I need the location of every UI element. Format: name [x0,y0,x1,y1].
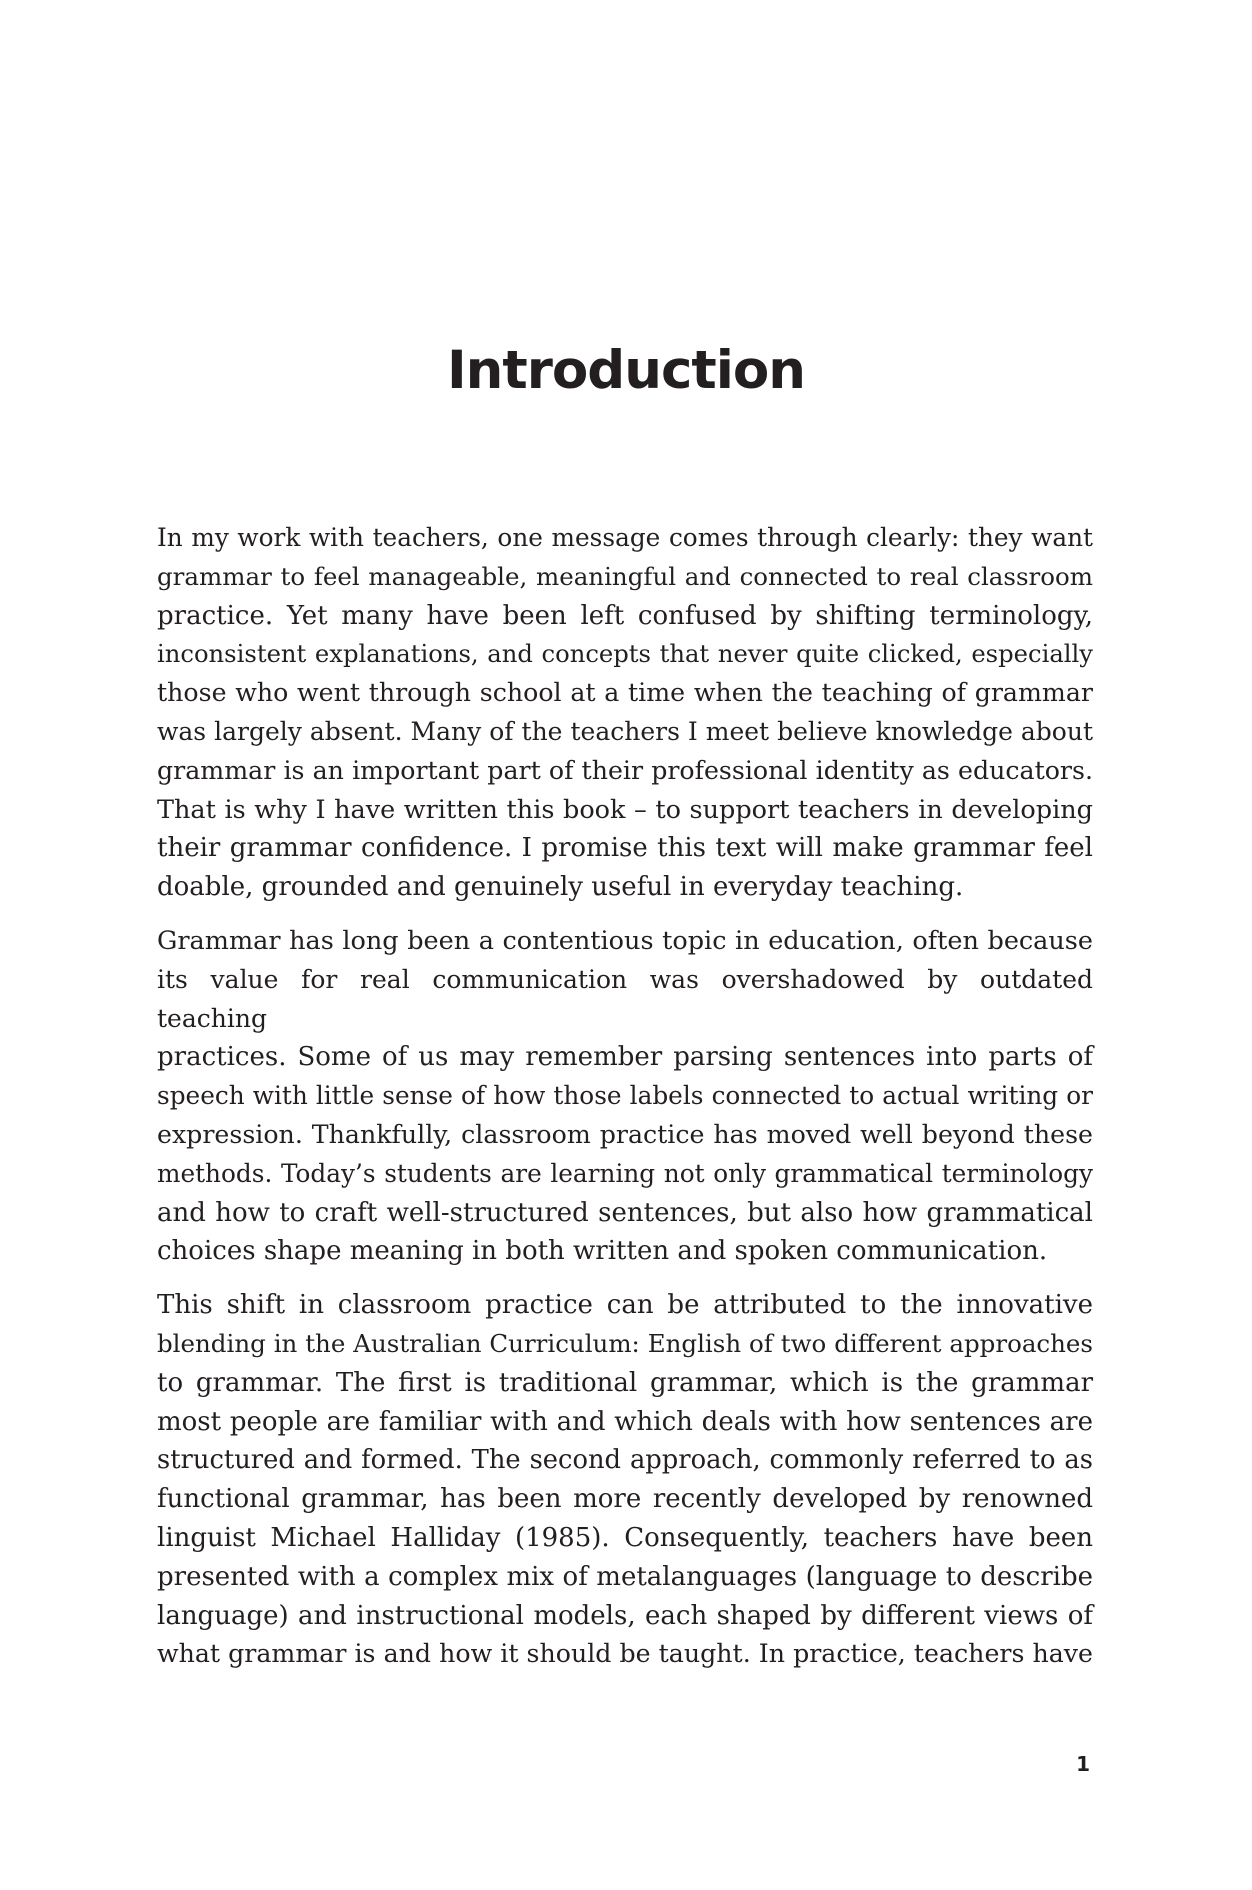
body-text [157,519,1093,1674]
text-line: language) and instructional models, each shaped by different views of [157,1600,1093,1631]
text-line: This shift in classroom practice can be attributed to the innovative [157,1290,1093,1321]
text-line: blending in the Australian Curriculum: English of two different approaches [157,1328,1093,1358]
text-line: their grammar confidence. I promise this text will make grammar feel [157,833,1093,864]
text-line: practice. Yet many have been left confused by shifting terminology, [157,600,1093,631]
text-line: methods. Today’s students are learning not only grammatical terminology [157,1158,1093,1188]
text-line: expression. Thankfully, classroom practice has moved well beyond these [157,1119,1093,1149]
text-line: practices. Some of us may remember parsing sentences into parts of [157,1042,1093,1073]
text-line: In my work with teachers, one message comes through clearly: they want [157,523,1093,552]
text-line: speech with little sense of how those labels connected to actual writing or [157,1081,1093,1111]
text-line: grammar is an important part of their professional identity as educators. [157,755,1093,785]
text-line: most people are familiar with and which deals with how sentences are [157,1406,1093,1437]
paragraph-2 [157,922,1093,1271]
text-line: and how to craft well-structured sentences, but also how grammatical [157,1197,1093,1228]
page-number: 1 [1076,1752,1090,1776]
paragraph-1 [157,519,1093,907]
text-line: That is why I have written this book – to support teachers in developing [157,794,1093,825]
text-line: to grammar. The first is traditional grammar, which is the grammar [157,1367,1093,1398]
paragraph-3 [157,1286,1093,1674]
text-line: choices shape meaning in both written and spoken communication. [157,1236,1048,1267]
chapter-title: Introduction [446,340,806,401]
text-line: those who went through school at a time when the teaching of grammar [157,678,1093,708]
text-line: what grammar is and how it should be taught. In practice, teachers have [157,1639,1093,1669]
text-line: structured and formed. The second approach, commonly referred to as [157,1445,1093,1476]
text-line: presented with a complex mix of metalanguages (language to describe [157,1561,1093,1592]
text-line: linguist Michael Halliday (1985). Consequently, teachers have been [157,1522,1093,1553]
text-line: its value for real communication was overshadowed by outdated teaching [157,964,1093,1033]
text-line: was largely absent. Many of the teachers I meet believe knowledge about [157,716,1093,746]
text-line: grammar to feel manageable, meaningful and connected to real classroom [157,561,1093,591]
text-line: doable, grounded and genuinely useful in everyday teaching. [157,872,964,903]
text-line: functional grammar, has been more recently developed by renowned [157,1484,1093,1515]
text-line: Grammar has long been a contentious topic in education, often because [157,925,1093,956]
text-line: inconsistent explanations, and concepts that never quite clicked, especially [157,639,1093,669]
